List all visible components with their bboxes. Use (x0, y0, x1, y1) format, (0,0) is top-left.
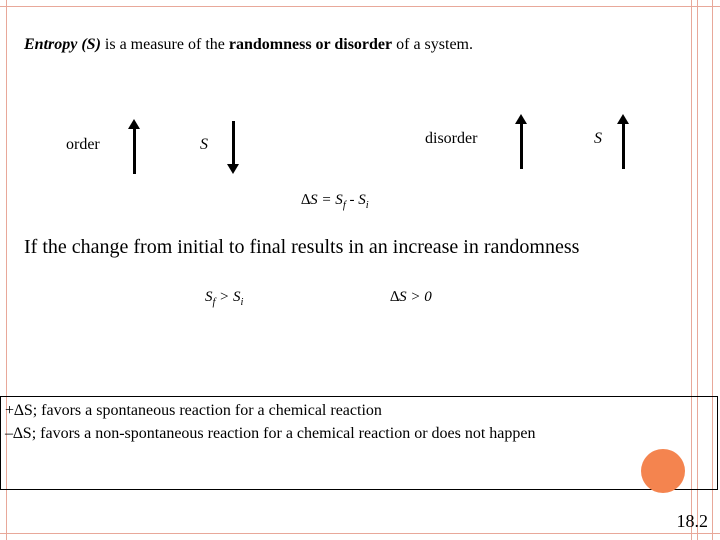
positive-delta-line: +∆S; favors a spontaneous reaction for a chemical reaction (5, 402, 382, 419)
entropy-change-equation: $\Delta S = S_f - S_i$ (301, 192, 369, 211)
intro-emphasis: randomness or disorder (228, 36, 393, 53)
increase-statement: If the change from initial to final results in an increase in randomness (24, 236, 580, 258)
condition-final-greater: $S_f > S_i$ (205, 289, 244, 308)
summary-box (0, 396, 718, 490)
page-number: 18.2 (676, 511, 708, 531)
down-arrow-icon (232, 121, 235, 165)
order-label: order (66, 136, 100, 153)
decorative-circle-icon (641, 449, 685, 493)
intro-part1: is a measure of the (100, 36, 229, 53)
negative-delta-line: –∆S; favors a non-spontaneous reaction for a chemical reaction or does not happen (5, 425, 536, 442)
top-border-line (0, 6, 720, 7)
intro-sentence (24, 36, 473, 54)
intro-part2: of a system. (392, 36, 473, 53)
up-arrow-icon-3 (622, 123, 625, 169)
s-label-right: S (594, 130, 602, 147)
disorder-label: disorder (425, 130, 478, 147)
condition-delta-positive: ∆S > 0 (390, 289, 432, 305)
up-arrow-icon (133, 128, 136, 174)
s-label-left: S (200, 136, 208, 153)
bottom-border-line (0, 533, 720, 534)
up-arrow-icon-2 (520, 123, 523, 169)
entropy-term: Entropy (S) (24, 36, 101, 53)
